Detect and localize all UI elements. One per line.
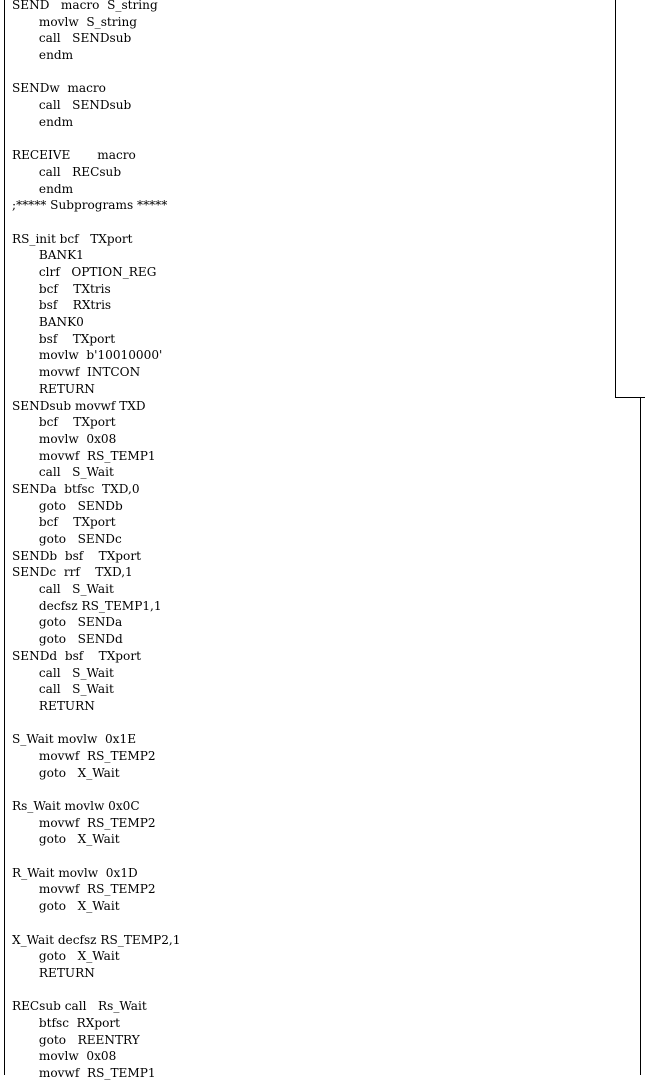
code-line: R_Wait movlw 0x1D	[12, 865, 138, 880]
code-line	[12, 781, 180, 798]
code-line: call SENDsub	[12, 31, 132, 46]
code-line: goto X_Wait	[12, 832, 120, 847]
code-line: BANK0	[12, 315, 84, 330]
code-line: movwf INTCON	[12, 365, 141, 380]
assembly-code-listing	[12, 0, 180, 1082]
code-line: movwf RS_TEMP1	[12, 448, 156, 463]
code-line: SENDw macro	[12, 81, 106, 96]
code-line: btfsc RXport	[12, 1015, 121, 1030]
code-line: goto SENDa	[12, 615, 123, 630]
code-line: bcf TXport	[12, 415, 116, 430]
code-line: clrf OPTION_REG	[12, 265, 157, 279]
code-line	[12, 848, 180, 865]
code-line: ;***** Subprograms *****	[12, 198, 168, 213]
code-line: bsf TXport	[12, 331, 116, 346]
page-border-right-lower	[640, 397, 641, 1075]
code-line: movwf RS_TEMP2	[12, 882, 156, 897]
code-line: call RECsub	[12, 164, 122, 179]
code-line: movwf RS_TEMP2	[12, 748, 156, 763]
code-line	[12, 982, 180, 999]
code-line: call S_Wait	[12, 582, 114, 597]
code-line: movlw 0x08	[12, 1049, 117, 1064]
code-line	[12, 915, 180, 932]
page-border-right-upper	[615, 0, 616, 398]
code-line: SENDc rrf TXD,1	[12, 565, 133, 580]
code-line: decfsz RS_TEMP1,1	[12, 598, 162, 613]
code-line	[12, 715, 180, 732]
code-line: bcf TXtris	[12, 281, 111, 296]
code-line: movwf RS_TEMP1	[12, 1066, 156, 1080]
code-line: goto SENDc	[12, 532, 122, 546]
code-line: call SENDsub	[12, 98, 132, 113]
code-line	[12, 64, 180, 81]
code-line: SEND macro S_string	[12, 0, 158, 12]
code-line	[12, 214, 180, 231]
code-line: endm	[12, 48, 74, 63]
code-line: SENDsub movwf TXD	[12, 398, 146, 413]
code-line: goto SENDb	[12, 498, 123, 513]
code-line: goto X_Wait	[12, 765, 120, 780]
code-line: movwf RS_TEMP2	[12, 815, 156, 830]
code-line: Rs_Wait movlw 0x0C	[12, 799, 140, 813]
code-line: S_Wait movlw 0x1E	[12, 732, 137, 747]
code-line: RETURN	[12, 381, 95, 396]
code-line: call S_Wait	[12, 665, 114, 680]
code-line: bsf RXtris	[12, 298, 112, 313]
code-line: X_Wait decfsz RS_TEMP2,1	[12, 932, 181, 947]
code-line: bcf TXport	[12, 515, 116, 530]
code-line: call S_Wait	[12, 682, 114, 697]
code-line: BANK1	[12, 248, 84, 263]
code-line: call S_Wait	[12, 465, 114, 480]
code-line: movlw S_string	[12, 14, 137, 29]
code-line: SENDd bsf TXport	[12, 648, 141, 663]
code-line: goto SENDd	[12, 632, 123, 647]
code-line: movlw b'10010000'	[12, 348, 163, 363]
code-line: RS_init bcf TXport	[12, 231, 133, 246]
code-line: endm	[12, 114, 74, 129]
code-line: RETURN	[12, 698, 95, 713]
code-line	[12, 131, 180, 148]
code-line: movlw 0x08	[12, 431, 117, 446]
code-line: RECEIVE macro	[12, 148, 136, 163]
code-line: goto X_Wait	[12, 949, 120, 964]
code-line: endm	[12, 181, 74, 196]
code-line: RETURN	[12, 965, 95, 980]
code-line: SENDb bsf TXport	[12, 548, 141, 563]
code-line: goto X_Wait	[12, 899, 120, 914]
code-line: RECsub call Rs_Wait	[12, 999, 147, 1014]
code-line: goto REENTRY	[12, 1032, 140, 1047]
code-line: SENDa btfsc TXD,0	[12, 481, 140, 496]
page-border-left	[4, 0, 5, 1075]
